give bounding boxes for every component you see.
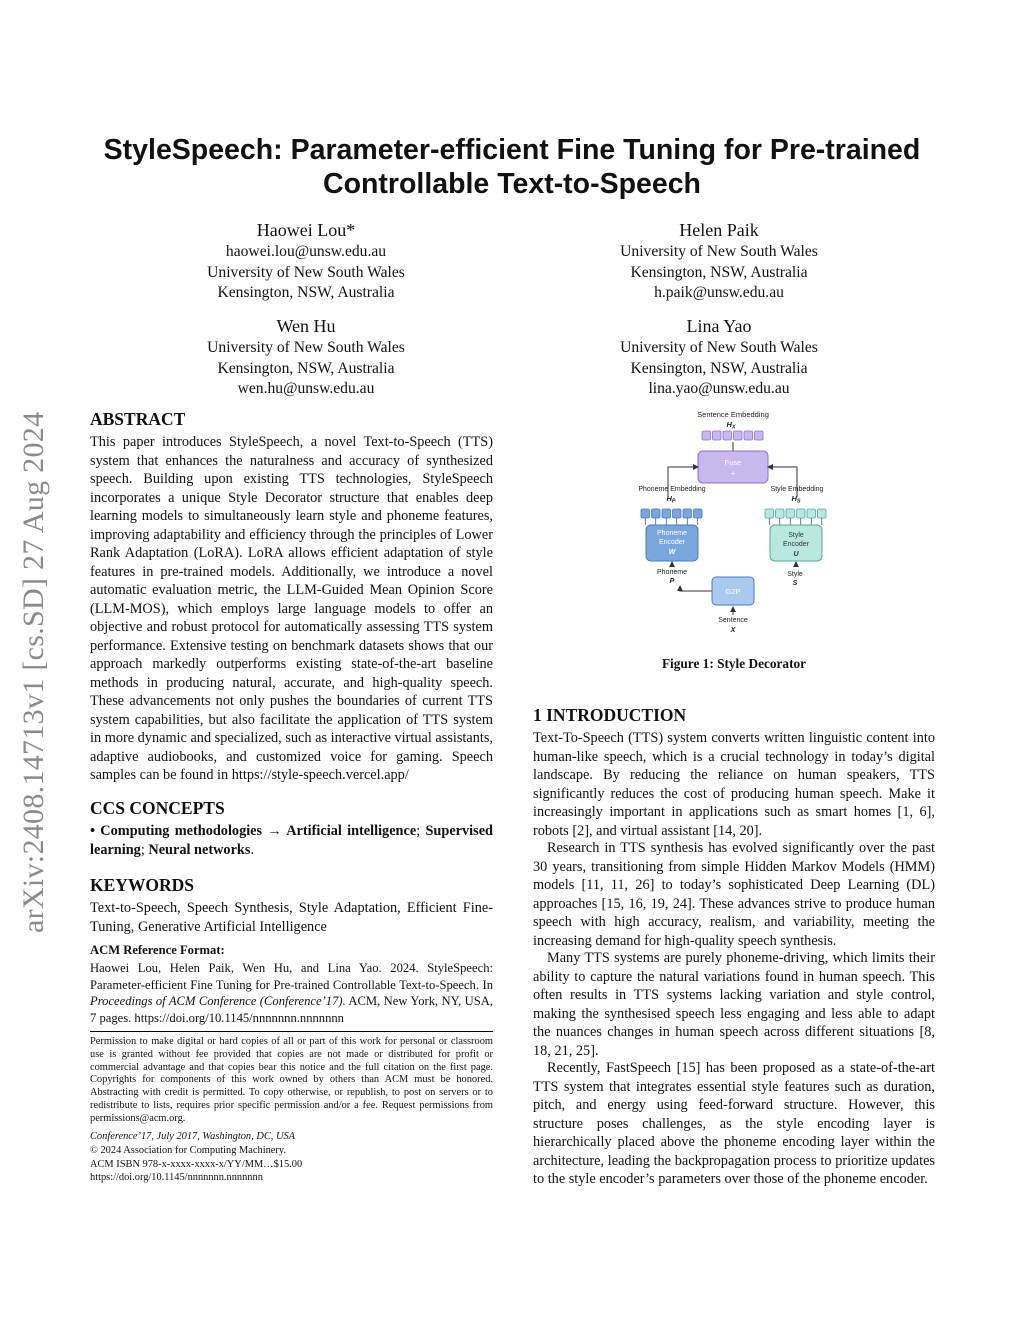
hx-token-cell — [713, 431, 722, 440]
g2p-label: G2P — [725, 587, 741, 596]
style-label: Style — [787, 571, 803, 578]
abstract-heading: ABSTRACT — [90, 409, 186, 429]
hp-token-cell — [652, 509, 661, 518]
hs-token-cell — [797, 509, 806, 518]
author-name: Haowei Lou* — [256, 220, 356, 240]
fuse-block — [698, 451, 768, 483]
hp-token-cell — [683, 509, 692, 518]
author-name: Lina Yao — [686, 316, 752, 336]
ccs-separator: ; — [140, 841, 149, 858]
hs-token-cell — [818, 509, 827, 518]
doi-line: https://doi.org/10.1145/nnnnnnn.nnnnnnn — [90, 1172, 263, 1183]
ccs-concepts — [90, 822, 493, 859]
introduction-paragraph-3: Many TTS systems are purely phoneme-driving, which limits their ability to capture the natural variations found in human speech. This often results in TTS systems lacking variation and style control, making the synthesised speech less engaging and less able to adapt the nuances changes in human speech across different situations [8, 18, 21, 25]. — [533, 950, 935, 1059]
author-block-2 — [509, 218, 929, 304]
author-email: haowei.lou@unsw.edu.au — [225, 243, 387, 260]
style-embedding-label: Style Embedding — [770, 486, 824, 493]
sentence-label: Sentence — [718, 617, 748, 624]
phoneme-encoder-label: Phoneme — [657, 530, 687, 537]
hp-symbol-main: H — [666, 494, 672, 503]
fuse-label: Fuse — [724, 458, 742, 467]
sentence-embedding-label: Sentence Embedding — [697, 410, 769, 419]
phoneme-embedding-label: Phoneme Embedding — [638, 486, 706, 493]
author-location: Kensington, NSW, Australia — [630, 263, 808, 281]
introduction-paragraph-1: Text-To-Speech (TTS) system converts written linguistic content into human-like speech, which is a crucial technology in today’s digital landscape. By reducing the reliance on human speakers, TTS significantly reduces the cost of producing human speech. Make it increasingly important in applications such as smart homes [1, 6], robots [2], and virtual assistant [14, 20]. — [533, 730, 935, 839]
phoneme-encoder-symbol: W — [668, 549, 676, 556]
author-affiliation: University of New South Wales — [207, 263, 405, 281]
hx-token-cell — [744, 431, 753, 440]
hx-symbol-main: H — [726, 420, 732, 429]
phoneme-symbol: P — [669, 578, 675, 585]
fuse-plus-icon: + — [730, 469, 736, 478]
copyright-line: © 2024 Association for Computing Machinery. — [90, 1145, 286, 1156]
hx-token-cell — [755, 431, 764, 440]
hx-token-cell — [702, 431, 711, 440]
keywords-heading: KEYWORDS — [90, 875, 195, 895]
hs-symbol — [791, 494, 800, 505]
hp-symbol — [666, 494, 675, 505]
author-email: wen.hu@unsw.edu.au — [237, 380, 375, 397]
hs-token-cell — [776, 509, 785, 518]
author-affiliation: University of New South Wales — [620, 339, 818, 356]
phoneme-label: Phoneme — [657, 569, 687, 576]
paper-title: StyleSpeech: Parameter-efficient Fine Tuning for Pre-trained Controllable Text-to-Speech — [103, 134, 921, 200]
style-decorator-figure — [620, 405, 850, 637]
hx-token-cell — [723, 431, 732, 440]
introduction-paragraph-4: Recently, FastSpeech [15] has been proposed as a state-of-the-art TTS system that integrates essential style features such as duration, pitch, and energy using feed-forward structure. However, this structure poses challenges, as the style encoding layer is hierarchically placed above the phoneme encoding layer within the architecture, leading the backpropagation process to prioritize updates to the style encoder’s parameters over those of the phoneme encoder. — [533, 1060, 935, 1187]
ccs-term: Artificial intelligence — [286, 823, 417, 839]
hx-symbol-sub: X — [731, 424, 736, 431]
hp-token-cell — [662, 509, 671, 518]
style-encoder-symbol: U — [793, 551, 799, 558]
permission-notice: Permission to make digital or hard copies of all or part of this work for personal or classroom use is granted without fee provided that copies are not made or distributed for profit or commercial advantage and that copies bear this notice and the full citation on the first page. Copyrights for components of this work owned by others than ACM must be honored. Abstracting with credit is permitted. To copy otherwise, or republish, to post on servers or to redistribute to lists, requires prior specific permission and/or a fee. Request permissions from permissions@acm.org. — [90, 1036, 493, 1124]
phoneme-encoder-label: Encoder — [658, 539, 686, 546]
author-location: Kensington, NSW, Australia — [217, 284, 395, 301]
hp-token-cell — [694, 509, 703, 518]
hs-token-cells — [765, 509, 826, 518]
ccs-term: Neural networks — [148, 841, 251, 858]
g2p-to-phoneme-arrow — [680, 586, 712, 591]
acm-reference-text: Haowei Lou, Helen Paik, Wen Hu, and Lina Yao. 2024. StyleSpeech: Parameter-efficient Fine Tuning for Pre-trained Controllable Text-to-Speech. In — [90, 961, 493, 992]
author-email: h.paik@unsw.edu.au — [654, 284, 784, 301]
hx-token-cell — [734, 431, 743, 440]
hp-token-cell — [641, 509, 650, 518]
acm-reference — [90, 960, 493, 1026]
author-block-1 — [96, 218, 516, 304]
author-location: Kensington, NSW, Australia — [630, 359, 808, 377]
hx-symbol — [726, 420, 735, 431]
author-name: Helen Paik — [679, 220, 759, 240]
author-name: Wen Hu — [276, 316, 336, 336]
hx-token-cells — [702, 431, 763, 440]
hp-token-cells — [641, 509, 702, 518]
ccs-arrow: → — [262, 823, 287, 839]
ccs-end: . — [250, 841, 255, 858]
hs-symbol-sub: S — [796, 498, 801, 505]
phoneme-encoder-connectors — [645, 518, 698, 525]
style-encoder-label: Style — [788, 532, 804, 539]
ccs-term: Supervised learning — [90, 823, 494, 858]
author-affiliation: University of New South Wales — [207, 339, 405, 356]
hp-symbol-sub: P — [671, 498, 676, 505]
hs-symbol-main: H — [791, 494, 797, 503]
style-encoder-connectors — [769, 518, 822, 525]
keywords-text: Text-to-Speech, Speech Synthesis, Style Adaptation, Efficient Fine-Tuning, Generative Artificial Intelligence — [90, 900, 493, 935]
sentence-symbol: X — [730, 627, 736, 634]
style-encoder-label: Encoder — [782, 541, 810, 548]
author-location: Kensington, NSW, Australia — [217, 359, 395, 377]
author-email: lina.yao@unsw.edu.au — [648, 380, 790, 397]
hs-token-cell — [807, 509, 816, 518]
acm-reference-venue: Proceedings of ACM Conference (Conference’17). — [90, 994, 346, 1008]
footnote-rule — [90, 1031, 493, 1032]
arxiv-identifier: arXiv:2408.14713v1 [cs.SD] 27 Aug 2024 — [17, 411, 50, 933]
acm-reference-text: ACM, New York, NY, USA, 7 pages. https://doi.org/10.1145/nnnnnnn.nnnnnnn — [90, 994, 493, 1025]
ccs-heading: CCS CONCEPTS — [90, 798, 225, 818]
ccs-separator: ; — [416, 823, 426, 839]
hs-token-cell — [786, 509, 795, 518]
abstract-text: This paper introduces StyleSpeech, a novel Text-to-Speech (TTS) system that enhances the naturalness and accuracy of synthesized speech. Building upon existing TTS technologies, StyleSpeech incorporates a unique Style Decorator structure that enables deep learning models to simultaneously learn style and phoneme features, improving adaptability and efficiency through the principles of Lower Rank Adaptation (LoRA). LoRA allows efficient adaptation of style features in pre-trained models. Additionally, we introduce a novel automatic evaluation metric, the LLM-Guided Mean Opinion Score (LLM-MOS), which employs large language models to offer an objective and robust protocol for automatically assessing TTS system performance. Extensive testing on benchmark datasets shows that our approach markedly outperforms existing state-of-the-art baseline methods in producing natural, accurate, and high-quality speech. These advancements not only pushes the boundaries of current TTS system capabilities, but also facilitate the application of TTS system in more dynamic and specialized, such as interactive virtual assistants, adaptive audiobooks, and customized voice for gaming. Speech samples can be found in https://style-speech.vercel.app/ — [90, 434, 493, 783]
author-affiliation: University of New South Wales — [620, 243, 818, 260]
style-symbol: S — [792, 580, 798, 587]
hp-token-cell — [673, 509, 682, 518]
author-block-4 — [509, 314, 929, 400]
acm-reference-heading: ACM Reference Format: — [90, 943, 225, 957]
conference-line: Conference’17, July 2017, Washington, DC, USA — [90, 1131, 295, 1142]
author-block-3 — [96, 314, 516, 400]
isbn-line: ACM ISBN 978-x-xxxx-xxxx-x/YY/MM…$15.00 — [90, 1159, 303, 1170]
ccs-bullet: • Computing methodologies — [90, 823, 263, 839]
introduction-heading: 1 INTRODUCTION — [533, 705, 687, 725]
figure-caption: Figure 1: Style Decorator — [661, 656, 807, 671]
hs-token-cell — [765, 509, 774, 518]
introduction-paragraph-2: Research in TTS synthesis has evolved significantly over the past 30 years, transitioning from simple Hidden Markov Models (HMM) models [11, 11, 26] to today’s sophisticated Deep Learning (DL) approaches [15, 16, 19, 24]. These advances strive to produce human speech with high accuracy, realism, and variability, meeting the increasing demand for high-quality speech synthesis. — [533, 840, 935, 949]
